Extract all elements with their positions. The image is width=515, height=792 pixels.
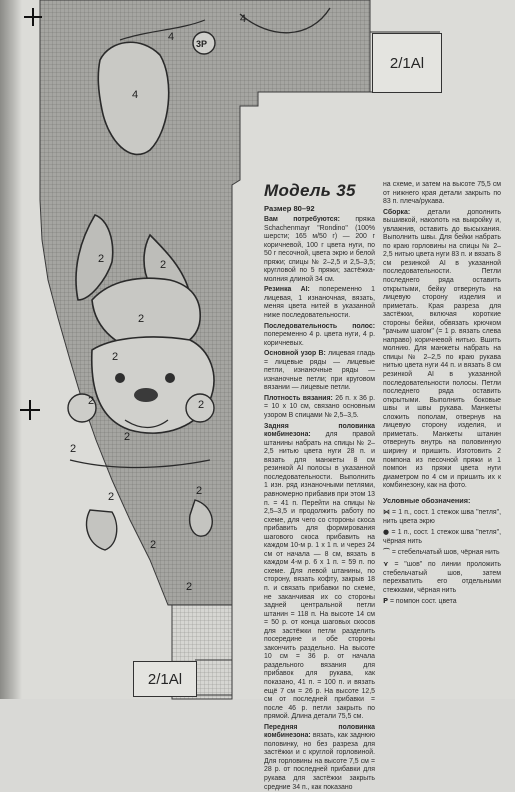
density-text: 26 п. x 36 р. = 10 x 10 см, связано основным узором В спицами № 2,5–3,5. (264, 394, 375, 420)
size-box-bottom (133, 661, 197, 697)
chart-number: 2 (138, 313, 145, 325)
legend-item-5: = помпон сост. цвета (389, 598, 457, 606)
chart-number: 2 (112, 351, 119, 363)
rib-label: Резинка AI: (264, 286, 310, 294)
chart-number: 2 (196, 485, 203, 497)
chart-number: 2 (160, 259, 167, 271)
assembly-text: детали дополнить вышивкой, наколоть на выкройку и, увлажнив, оставить до высыхания. Выполнить швы. Для бейки набрать по краю горловины на спицы № 2–2,5 нитью цвета нуги 83 п. и вязать 8 см резинкой AI в указанной последовательности. Петли последнего ряда оставить открытыми, бейку отвернуть на лицевую сторону изделия и приметать. Края разреза для застёжки, включая короткие стороны бейки, обвязать крючком "рачьим шагом" (= 1 р. вязать слева направо) коричневой нитью. Вшить молнию. Для манжеты набрать на спицы № 2–2,5 по краю рукава нитью цвета нуги 44 п. и вязать 8 см резинкой AI в указанной последовательности полосы. Петли последнего ряда оставить открытыми. Выполнить боковые швы и швы рукава. Манжеты сложить пополам, отвернув на лицевую сторону изделия, и приметать. Манжеты штанин отвернуть внутрь на половинную ширину и пришить. Изготовить 2 помпона из песочной пряжи и 1 помпон из пряжи цвета нуги диаметром по 4 см и пришить их к комбинезону, как на фото. (383, 208, 502, 490)
size-box-bottom-label: 2/1Al (147, 670, 183, 688)
chart-number: 4 (240, 13, 247, 25)
materials-label: Вам потребуются: (264, 216, 340, 223)
size-range: Размер 80–92 (264, 204, 315, 213)
legend-item-1: = 1 п., сост. 1 стежок шва "петля", нить цвета экрю (383, 509, 501, 525)
eye-left (115, 373, 125, 383)
pattern-text: лицевая гладь = лицевые ряды — лицевые петли, изнаночные ряды — изнаночные петли; при круговом вязании — лицевые петли. (264, 350, 375, 392)
legend-title: Условные обозначения: (383, 495, 471, 505)
stripes-label: Последовательность полос: (264, 322, 375, 330)
front-text: вязать, как заднюю половинку, но без разреза для застёжки и с круглой горловиной. Для горловины на высоте 7,5 см = 28 р. от последней прибавки для рукава для застёжки закрыть средние 34 п., как показано (264, 732, 375, 791)
chart-number: 2 (150, 539, 157, 551)
chart-number: 2 (98, 253, 105, 265)
pattern-label: Основной узор B: (264, 350, 326, 358)
legend-dot-icon: ● (383, 528, 390, 537)
paw-left (86, 510, 116, 550)
chart-number: 2 (70, 443, 77, 455)
legend-couching-icon: ⋎ (383, 559, 389, 568)
back-text: для правой штанины набрать на спицы № 2–2,5 нитью цвета нуги 28 п. и вязать для манжеты 8 см резинкой AI полосы в указанной последовательности. Выполнить 1 изн. ряд изнаночными петлями, равномерно прибавив при этом 13 п. = 41 п. Перейти на спицы № 2,5–3,5 и продолжить работу по схеме, для чего со стороны скоса прибавить для формирования шагового скоса прибавить на каждом 10-м р. 1 x 1 п. и через 24 см от начала — 8 см, вязать в каждом 4-м р. 6 x 1 п. = 59 п. по схеме. Для левой штанины, по сторону, вязать кофту, закрыв 18 п. и связать прибавки по схеме, не заканчивая их со стороны задней центральной петли штанин = 118 п. На высоте 14 см = 50 р. от конца шаговых скосов для застёжки петли разделить посередине и обе стороны закончить раздельно. На высоте 10 см = 36 р. от начала раздельного вязания для прибавок для рукава, как показано, 41 п. = 100 п. и вязать ещё 7 см = 26 р. На высоте 12,5 см от последней прибавки = после 46 р. петли закрыть по прямой. Длина детали 75,5 см. (264, 431, 375, 721)
legend-item-3: = стебельчатый шов, чёрная нить (391, 549, 500, 557)
text-column-right (383, 181, 501, 699)
eye-right (165, 373, 175, 383)
cross-mark-top (24, 8, 42, 26)
pompom-label: 3P (196, 39, 208, 49)
size-box-top-label: 2/1Al (389, 54, 425, 72)
chart-number: 4 (132, 89, 139, 101)
chart-number: 4 (168, 31, 175, 43)
chart-number: 2 (108, 491, 115, 503)
assembly-label: Сборка: (383, 208, 411, 216)
cross-mark-bottom (20, 400, 40, 420)
chart-number: 2 (186, 581, 193, 593)
front-label: Передняя половинка комбинезона: (264, 723, 375, 740)
legend-item-2: = 1 п., сост. 1 стежок шва "петля", чёрная нить (383, 529, 501, 545)
chart-number: 2 (124, 431, 131, 443)
materials-text: пряжа Schachenmayr "Rondino" (100% шерсти; 165 м/50 г) — 200 г коричневой, 100 г цвета нуги, по 50 г песочной, цвета экрю и белой пряжи; спицы № 2–2,5 и 2,5–3,5; кругловой по 5 пряжи; застёжка-молния длиной 34 см. (264, 216, 375, 283)
nose (134, 388, 158, 402)
text-column-left (264, 216, 375, 791)
continued-text: на схеме, и затем на высоте 75,5 см от нижнего края детали закрыть по 83 п. плеча/рукава. (383, 181, 501, 206)
legend-item-4: = "шов" по линии проложить стебельчатый шов, затем перехватить его отдельными стежками, чёрная нить (383, 560, 501, 594)
back-label: Задняя половинка комбинезона: (264, 422, 375, 439)
legend-stem-stitch-icon: ⌒ (383, 548, 390, 557)
model-title: Модель 35 (264, 181, 356, 200)
density-label: Плотность вязания: (264, 394, 333, 402)
chart-number: 2 (198, 399, 205, 411)
legend-pompom-icon: P (383, 597, 389, 606)
rib-text: попеременно 1 лицевая, 1 изнаночная, вязать, меняя цвета нитей в указанной ниже последовательности. (264, 286, 375, 320)
chart-number: 2 (88, 395, 95, 407)
size-box-top (372, 33, 442, 93)
stripes-text: попеременно 4 р. цвета нуги, 4 р. коричневых. (264, 331, 375, 347)
legend-loop-icon: ⋈ (383, 508, 390, 517)
